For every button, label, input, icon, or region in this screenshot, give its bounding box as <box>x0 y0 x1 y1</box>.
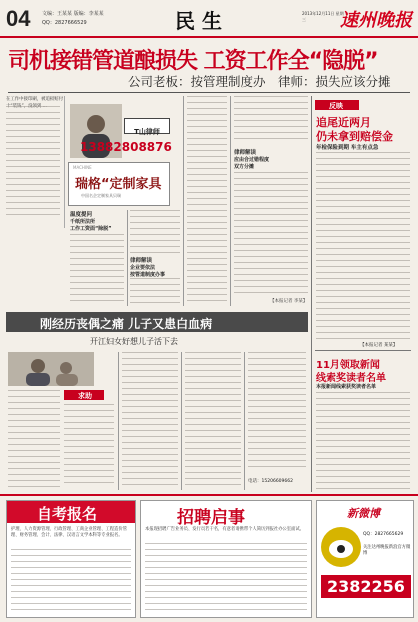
lead-body-col-4a <box>234 96 308 146</box>
editor-line: 文编：王某某 版编：李某某 <box>42 11 104 17</box>
intro-body <box>6 106 60 224</box>
recruit-body: 本报现招聘广告业务员、发行员若干名，有意者请携带个人简历到报社办公室面试。 <box>145 527 304 532</box>
self-exam-title: 自考报名 <box>37 505 98 523</box>
story2-rule-3 <box>244 352 245 490</box>
story2-phone: 电话：15206609662 <box>248 479 293 484</box>
right-subhead: 仍未拿到赔偿金 <box>316 130 393 143</box>
hotline-phone: 13882808876 <box>80 140 172 154</box>
lawyer-card-text: T山律师 <box>134 128 160 136</box>
lead-subhead-right: 律师：损失应该分摊 <box>278 74 391 89</box>
story2-col-5 <box>248 352 306 472</box>
col-rule-2 <box>183 96 184 306</box>
right-kicker-2: 本报新闻线索获奖读者名单 <box>316 384 377 390</box>
story2-col-4 <box>185 352 241 490</box>
question-3 <box>234 148 308 170</box>
story2-col-2 <box>64 404 114 490</box>
self-exam-ad <box>6 500 136 618</box>
story2-rule-1 <box>118 352 119 490</box>
lead-rule <box>8 92 410 93</box>
story2-headline: 刚经历丧偶之痛 儿子又患白血病 <box>40 317 213 331</box>
lawyer-card <box>124 118 170 134</box>
section-title: 民 生 <box>175 9 222 33</box>
q2-line-1: 企业要依法 <box>130 265 156 271</box>
q3-line-2: 双方分摊 <box>234 164 255 170</box>
ad-title: 瑞格“定制家具 <box>75 177 162 192</box>
right-col-rule <box>311 96 312 492</box>
q1-line-2: 工作工资面“除脱” <box>70 226 112 232</box>
lead-byline: 【本报记者 李某】 <box>270 299 308 304</box>
q2-title: 律师解读 <box>130 258 153 264</box>
bottom-rule <box>0 494 418 496</box>
right-body-2 <box>316 392 410 492</box>
lead-body-col-1 <box>70 234 124 306</box>
recruit-body-more <box>145 543 307 613</box>
right-headline: 追尾近两月 <box>316 116 371 129</box>
right-kicker: 年检保险到期 车主有点急 <box>316 145 379 151</box>
q3-line-1: 应由合过错程度 <box>234 157 270 163</box>
q2-line-2: 按管道制度办事 <box>130 272 166 278</box>
q1-title: 温度提问 <box>70 212 93 218</box>
right-tag-text: 反映 <box>329 102 343 110</box>
weibo-follow: 关注达州晚报新浪官方微博 <box>363 545 411 556</box>
self-exam-body-more <box>11 549 131 613</box>
furniture-ad <box>68 162 170 206</box>
story2-photo <box>8 352 94 386</box>
question-1 <box>70 210 124 232</box>
ad-brand: MACHINE <box>73 165 92 170</box>
weibo-logo: 新微博 <box>347 507 380 520</box>
page-number: 04 <box>6 6 31 31</box>
right-body-1 <box>316 152 410 342</box>
lead-body-col-3 <box>187 96 227 306</box>
intro-text: 在工作中接印刷，被追损赔付 <box>6 97 64 102</box>
self-exam-body: 护理、人力资源管理、行政管理、工商企业管理、工程造价管理、财务管理、会计、法律、汉语言文学本科等专业报名。 <box>11 527 128 538</box>
right-byline: 【本报记者 某某】 <box>360 343 398 348</box>
story2-banner <box>6 312 308 332</box>
lead-headline: 司机接错管道酿损失 工资工作全“隐脱” <box>8 49 378 74</box>
col-rule-3 <box>230 96 231 306</box>
issue-date: 2013年12月11日 星期三 <box>302 11 344 22</box>
right-divider <box>315 350 411 351</box>
right-subhead-2: 线索奖读者名单 <box>316 373 386 384</box>
story2-tag-text: 求助 <box>78 392 92 400</box>
weibo-number: 2382256 <box>321 575 411 598</box>
story2-rule-2 <box>181 352 182 490</box>
masthead <box>0 0 418 38</box>
weibo-badge <box>321 527 361 567</box>
ad-subtitle: 中国名企定制家具贝瑞 <box>81 193 121 198</box>
col-rule-1 <box>127 210 128 306</box>
patient-photo-icon <box>8 352 94 386</box>
story2-col-3 <box>122 352 178 490</box>
story2-subhead: 开江妇女好想儿子活下去 <box>90 337 178 346</box>
weibo-qq: QQ：2827665629 <box>363 532 404 537</box>
recruit-ad <box>140 500 312 618</box>
lead-subhead-left: 公司老板：按管理制度办 <box>128 74 266 89</box>
paper-logo: 速州晚报 <box>340 10 412 31</box>
lead-body-col-4b <box>234 172 308 298</box>
weibo-eye-icon <box>321 527 361 567</box>
weibo-ad <box>316 500 414 618</box>
qq-line: QQ：2827666529 <box>42 20 87 26</box>
lead-body-col-2b <box>130 278 180 306</box>
right-section-tag <box>315 100 359 110</box>
story2-section-tag <box>64 390 104 400</box>
lead-intro <box>6 96 65 228</box>
lead-body-col-2 <box>130 210 180 254</box>
right-headline-2: 11月领取新闻 <box>316 360 380 371</box>
recruit-title: 招聘启事 <box>177 508 245 528</box>
q1-line-1: 千纸所法所 <box>70 219 96 225</box>
question-2 <box>130 256 180 278</box>
self-exam-title-bar <box>7 501 135 523</box>
q3-title: 律师解读 <box>234 150 257 156</box>
story2-col-1 <box>8 390 60 490</box>
